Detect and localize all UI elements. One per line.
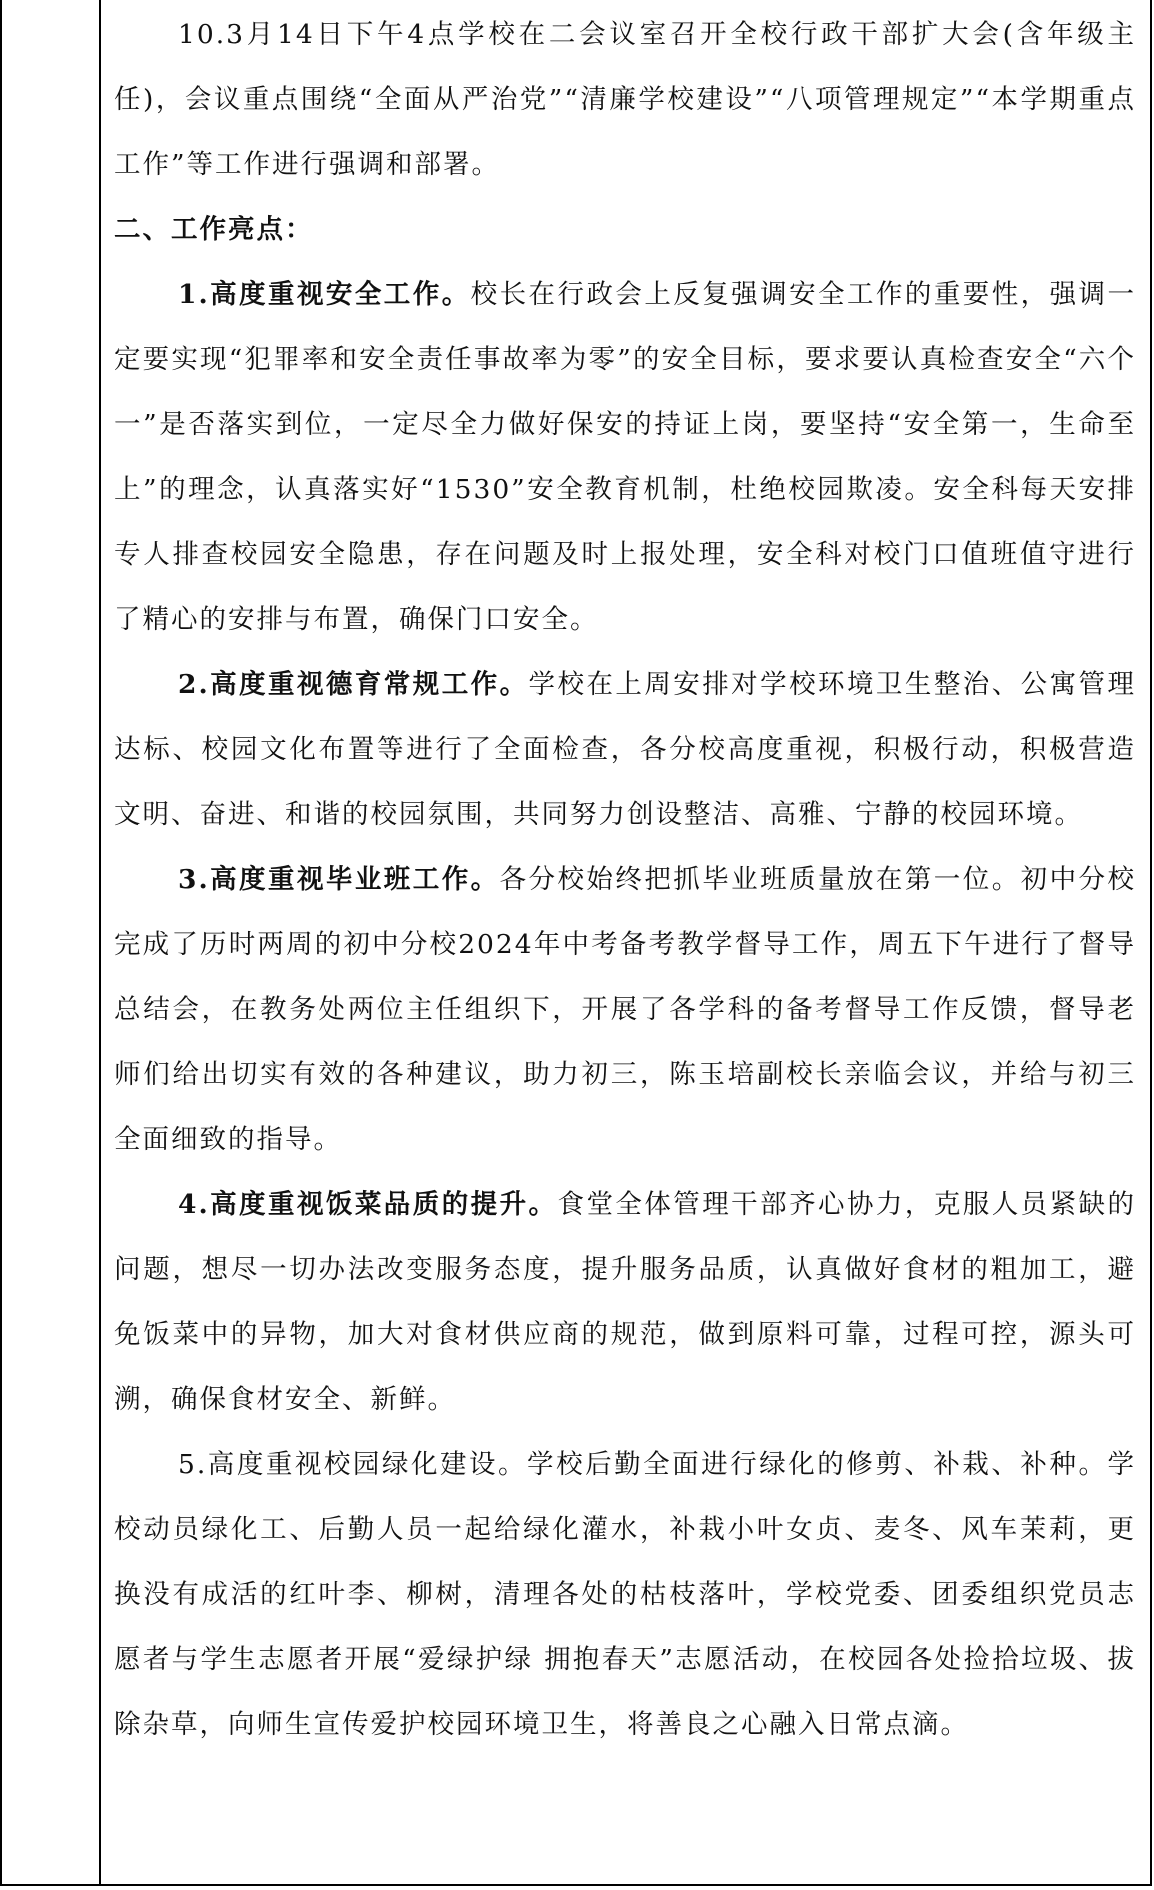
highlight-item-5: [114, 1432, 1136, 1757]
highlight-item-2: [114, 652, 1136, 847]
highlight-item-4: [114, 1172, 1136, 1432]
highlight-body: 学校在上周安排对学校环境卫生整治、公寓管理达标、校园文化布置等进行了全面检查，各分校高度重视，积极行动，积极营造文明、奋进、和谐的校园氛围，共同努力创设整洁、高雅、宁静的校园环境。: [114, 669, 1137, 830]
document-body: [114, 0, 1136, 1757]
highlight-body: 各分校始终把抓毕业班质量放在第一位。初中分校完成了历时两周的初中分校2024年中考备考教学督导工作，周五下午进行了督导总结会，在教务处两位主任组织下，开展了各学科的备考督导工作反馈，督导老师们给出切实有效的各种建议，助力初三，陈玉培副校长亲临会议，并给与初三全面细致的指导。: [114, 864, 1136, 1155]
highlight-body: 校长在行政会上反复强调安全工作的重要性，强调一定要实现“犯罪率和安全责任事故率为零”的安全目标，要求要认真检查安全“六个一”是否落实到位，一定尽全力做好保安的持证上岗，要坚持“安全第一，生命至上”的理念，认真落实好“1530”安全教育机制，杜绝校园欺凌。安全科每天安排专人排查校园安全隐患，存在问题及时上报处理，安全科对校门口值班值守进行了精心的安排与布置，确保门口安全。: [114, 279, 1137, 635]
highlight-title: 3.高度重视毕业班工作。: [178, 864, 500, 895]
section-heading-highlights: 二、工作亮点：: [114, 214, 314, 245]
highlight-item-1: [114, 262, 1136, 652]
highlight-body: 5.高度重视校园绿化建设。学校后勤全面进行绿化的修剪、补栽、补种。学校动员绿化工、后勤人员一起给绿化灌水，补栽小叶女贞、麦冬、风车茉莉，更换没有成活的红叶李、柳树，清理各处的枯枝落叶，学校党委、团委组织党员志愿者与学生志愿者开展“爱绿护绿 拥抱春天”志愿活动，在校园各处捡拾垃圾、拔除杂草，向师生宣传爱护校园环境卫生，将善良之心融入日常点滴。: [114, 1449, 1136, 1740]
highlight-title: 1.高度重视安全工作。: [178, 279, 471, 310]
highlight-title: 2.高度重视德育常规工作。: [178, 669, 529, 700]
highlight-body: 食堂全体管理干部齐心协力，克服人员紧缺的问题，想尽一切办法改变服务态度，提升服务品质，认真做好食材的粗加工，避免饭菜中的异物，加大对食材供应商的规范，做到原料可靠，过程可控，源头可溯，确保食材安全、新鲜。: [114, 1189, 1137, 1415]
paragraph-item-10: 10.3月14日下午4点学校在二会议室召开全校行政干部扩大会(含年级主任)，会议重点围绕“全面从严治党”“清廉学校建设”“八项管理规定”“本学期重点工作”等工作进行强调和部署。: [114, 19, 1136, 180]
highlight-title: 4.高度重视饭菜品质的提升。: [178, 1189, 558, 1220]
highlight-item-3: [114, 847, 1136, 1172]
